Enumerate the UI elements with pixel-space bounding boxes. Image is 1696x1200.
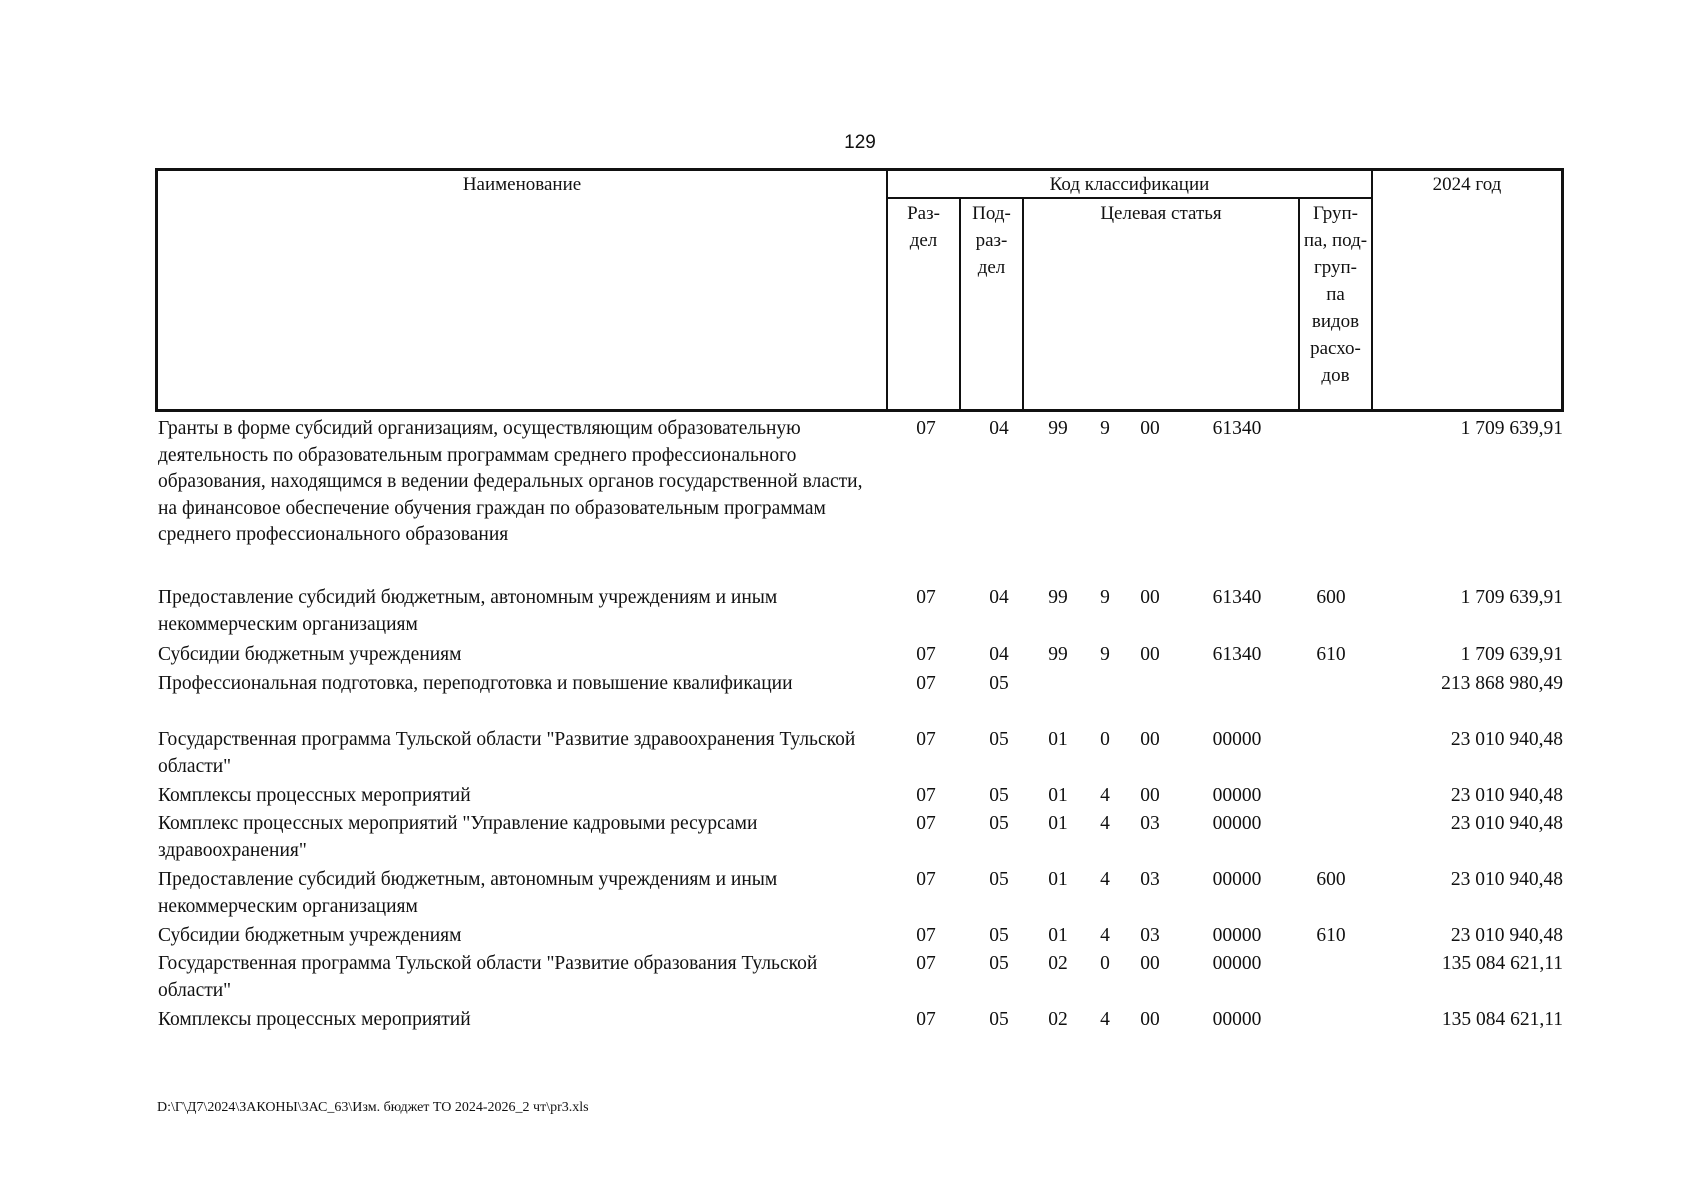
header-target: Целевая статья <box>1100 203 1222 224</box>
row-razdel: 07 <box>916 869 936 890</box>
row-name: Предоставление субсидий бюджетным, автономным учреждениям и иным некоммерческим организациям <box>158 869 778 917</box>
row-target-2: 9 <box>1100 587 1110 608</box>
row-target-1: 99 <box>1048 644 1068 665</box>
row-target-2: 4 <box>1100 925 1110 946</box>
row-podrazdel: 05 <box>989 925 1009 946</box>
row-target-3: 03 <box>1140 925 1160 946</box>
row-target-3: 00 <box>1140 953 1160 974</box>
row-sum: 23 010 940,48 <box>1450 813 1563 834</box>
row-name: Государственная программа Тульской области "Развитие образования Тульской области" <box>158 953 818 1001</box>
row-target-3: 00 <box>1140 418 1160 439</box>
header-group-line: па, под- <box>1303 230 1368 251</box>
row-sum: 23 010 940,48 <box>1450 925 1563 946</box>
row-sum: 1 709 639,91 <box>1460 587 1563 608</box>
row-podrazdel: 05 <box>989 869 1009 890</box>
row-name: Комплексы процессных мероприятий <box>158 1009 471 1030</box>
row-target-4: 00000 <box>1212 953 1262 974</box>
header-group-line: видов <box>1311 311 1360 332</box>
row-target-3: 00 <box>1140 644 1160 665</box>
row-target-2: 4 <box>1100 813 1110 834</box>
row-target-4: 61340 <box>1212 644 1262 665</box>
row-target-1: 02 <box>1048 953 1068 974</box>
row-podrazdel: 05 <box>989 953 1009 974</box>
row-target-1: 01 <box>1048 813 1068 834</box>
row-target-4: 00000 <box>1212 869 1262 890</box>
row-target-3: 03 <box>1140 813 1160 834</box>
header-podrazdel-line: Под- <box>972 203 1011 224</box>
row-sum: 1 709 639,91 <box>1460 418 1563 439</box>
header-name: Наименование <box>462 174 582 195</box>
row-target-4: 00000 <box>1212 925 1262 946</box>
row-sum: 1 709 639,91 <box>1460 644 1563 665</box>
row-target-1: 01 <box>1048 785 1068 806</box>
row-name: Гранты в форме субсидий организациям, осуществляющим образовательную деятельность по образовательным программам среднего профессионального образования, находящимся в ведении федеральных органов государственной власти, на финансовое обеспечение обучения граждан по образовательным программам среднего профессионального образования <box>158 418 863 545</box>
row-sum: 135 084 621,11 <box>1441 953 1563 974</box>
row-podrazdel: 05 <box>989 1009 1009 1030</box>
row-sum: 135 084 621,11 <box>1441 1009 1563 1030</box>
row-podrazdel: 05 <box>989 785 1009 806</box>
row-group: 610 <box>1316 925 1346 946</box>
file-path-footer: D:\Г\Д7\2024\ЗАКОНЫ\ЗАС_63\Изм. бюджет ТО 2024-2026_2 чт\pr3.xls <box>157 1100 589 1115</box>
header-code-group: Код классификации <box>1049 174 1210 195</box>
row-target-2: 4 <box>1100 869 1110 890</box>
header-group-line: Груп- <box>1312 203 1359 224</box>
row-group: 600 <box>1316 869 1346 890</box>
row-razdel: 07 <box>916 1009 936 1030</box>
row-razdel: 07 <box>916 953 936 974</box>
row-sum: 23 010 940,48 <box>1450 729 1563 750</box>
header-group-line: дов <box>1321 365 1350 386</box>
row-sum: 23 010 940,48 <box>1450 869 1563 890</box>
row-target-2: 4 <box>1100 785 1110 806</box>
row-name: Профессиональная подготовка, переподготовка и повышение квалификации <box>158 673 793 694</box>
page-number: 129 <box>844 132 876 153</box>
row-target-1: 99 <box>1048 587 1068 608</box>
row-sum: 23 010 940,48 <box>1450 785 1563 806</box>
row-target-3: 03 <box>1140 869 1160 890</box>
row-razdel: 07 <box>916 673 936 694</box>
row-target-2: 4 <box>1100 1009 1110 1030</box>
row-target-4: 00000 <box>1212 785 1262 806</box>
header-razdel-line: дел <box>909 230 938 251</box>
row-podrazdel: 04 <box>989 418 1009 439</box>
row-target-4: 00000 <box>1212 729 1262 750</box>
row-razdel: 07 <box>916 418 936 439</box>
row-target-1: 02 <box>1048 1009 1068 1030</box>
row-target-4: 00000 <box>1212 1009 1262 1030</box>
header-razdel-line: Раз- <box>907 203 940 224</box>
row-podrazdel: 05 <box>989 729 1009 750</box>
row-sum: 213 868 980,49 <box>1441 673 1563 694</box>
row-target-3: 00 <box>1140 1009 1160 1030</box>
row-target-2: 9 <box>1100 418 1110 439</box>
row-razdel: 07 <box>916 925 936 946</box>
row-name: Комплексы процессных мероприятий <box>158 785 471 806</box>
row-name: Государственная программа Тульской области "Развитие здравоохранения Тульской области" <box>158 729 856 777</box>
row-target-4: 61340 <box>1212 587 1262 608</box>
row-target-1: 99 <box>1048 418 1068 439</box>
row-target-2: 0 <box>1100 953 1110 974</box>
header-podrazdel-line: раз- <box>975 230 1008 251</box>
row-group: 610 <box>1316 644 1346 665</box>
row-target-1: 01 <box>1048 925 1068 946</box>
row-target-2: 0 <box>1100 729 1110 750</box>
header-podrazdel-line: дел <box>977 257 1006 278</box>
row-target-3: 00 <box>1140 729 1160 750</box>
header-year: 2024 год <box>1432 174 1502 195</box>
row-target-3: 00 <box>1140 785 1160 806</box>
row-target-4: 61340 <box>1212 418 1262 439</box>
row-target-2: 9 <box>1100 644 1110 665</box>
header-group-line: расхо- <box>1310 338 1361 359</box>
row-razdel: 07 <box>916 813 936 834</box>
row-target-1: 01 <box>1048 869 1068 890</box>
row-podrazdel: 05 <box>989 673 1009 694</box>
row-podrazdel: 04 <box>989 587 1009 608</box>
row-target-1: 01 <box>1048 729 1068 750</box>
row-razdel: 07 <box>916 644 936 665</box>
row-group: 600 <box>1316 587 1346 608</box>
row-name: Предоставление субсидий бюджетным, автономным учреждениям и иным некоммерческим организациям <box>158 587 778 635</box>
row-name: Субсидии бюджетным учреждениям <box>158 644 462 665</box>
row-name: Комплекс процессных мероприятий "Управление кадровыми ресурсами здравоохранения" <box>158 813 758 861</box>
row-podrazdel: 04 <box>989 644 1009 665</box>
row-razdel: 07 <box>916 587 936 608</box>
row-target-4: 00000 <box>1212 813 1262 834</box>
header-group-line: па <box>1326 284 1345 305</box>
row-podrazdel: 05 <box>989 813 1009 834</box>
row-name: Субсидии бюджетным учреждениям <box>158 925 462 946</box>
row-target-3: 00 <box>1140 587 1160 608</box>
header-group-line: груп- <box>1313 257 1358 278</box>
row-razdel: 07 <box>916 785 936 806</box>
row-razdel: 07 <box>916 729 936 750</box>
